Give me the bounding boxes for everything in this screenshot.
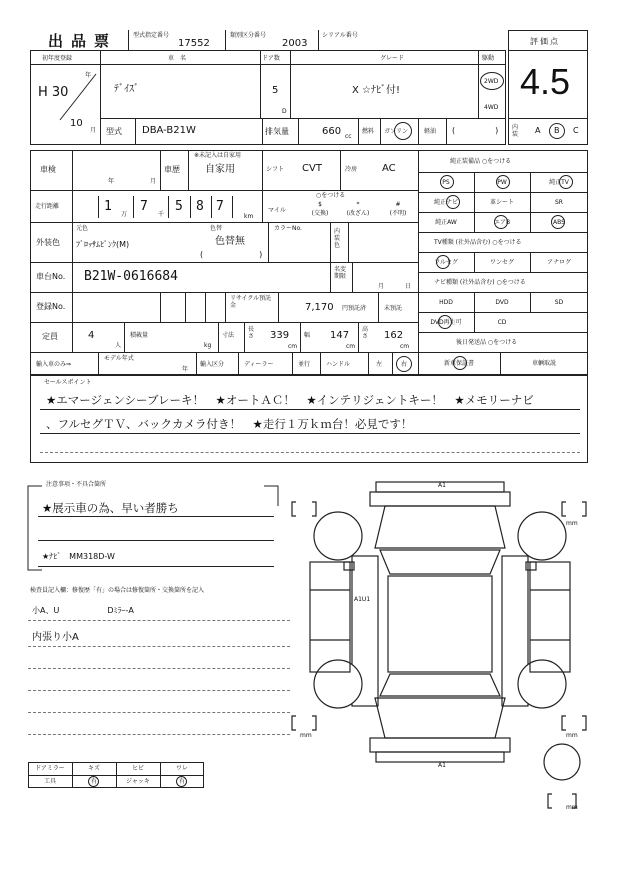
door-type: D <box>282 108 287 115</box>
navi-dvd-play: DVD再生可 <box>430 319 462 326</box>
fuel-label: 燃料 <box>362 128 375 135</box>
interior-c: C <box>573 126 579 135</box>
sales-line-1: ★エマージェンシーブレーキ！ ★オートＡＣ！ ★インテリジェントキー！ ★メモリーナビ <box>46 393 534 407</box>
navi-cd: CD <box>497 319 507 326</box>
legend-h3: ヒビ <box>131 765 144 772</box>
legend-h2: キズ <box>88 765 100 772</box>
width: 147 <box>330 330 350 341</box>
notes-line-1: ★展示車の為、早い者勝ち <box>42 501 179 515</box>
legend-r4: 有 <box>178 778 185 785</box>
mileage-digit-2: 7 <box>140 199 148 214</box>
rating-value: 4.5 <box>520 61 571 102</box>
mm-spare: mm <box>566 804 578 811</box>
recycle-unit: 円預託済 <box>342 305 367 312</box>
exchange-txt: (交換) <box>311 210 329 217</box>
navi-hdd: HDD <box>439 299 453 306</box>
model-year-label: モデル年式 <box>104 355 134 362</box>
handle-label: ハンドル <box>326 361 351 368</box>
mileage-sen: 千 <box>158 211 165 218</box>
dims-label: 寸法 <box>222 332 235 339</box>
doors: 5 <box>272 85 279 96</box>
notes-label: 注意事項・不具合箇所 <box>46 481 107 488</box>
drive-label: 駆動 <box>482 55 495 62</box>
tv-fullseg-circle <box>436 255 450 269</box>
car-damage-diagram <box>290 470 590 810</box>
notes-line-2: ★ﾅﾋﾞ MM318D-W <box>42 552 115 561</box>
mileage-man: 万 <box>121 211 128 218</box>
form-title: 出品票 <box>48 32 118 50</box>
inspection-month: 月 <box>150 178 157 185</box>
navi-label: ナビ種類 (社外品含む) ○をつける <box>434 279 526 286</box>
mileage-km: km <box>244 213 254 220</box>
format-no: 17552 <box>178 38 210 49</box>
sales-line-2: 、フルセグＴＶ、バックカメラ付き！ ★走行１万ｋｍ台！必見です！ <box>46 417 413 431</box>
drive-4wd: 4WD <box>484 104 499 111</box>
legend-r2-circle <box>88 776 99 787</box>
grade: X ☆ﾅﾋﾞ付! <box>352 85 401 96</box>
tv-analog: アナログ <box>546 259 571 266</box>
handle-right: 右 <box>401 361 408 368</box>
roof-damage-mark: A1U1 <box>354 596 371 603</box>
inspection-year: 年 <box>108 178 115 185</box>
color-label: 外装色 <box>36 238 60 247</box>
model-label: 型式 <box>106 127 122 136</box>
mile-label: マイル <box>268 207 286 214</box>
length: 339 <box>270 330 290 341</box>
later-warranty-circle <box>453 356 467 370</box>
navi-dvd-play-circle <box>438 315 452 329</box>
width-label: 幅 <box>304 332 311 339</box>
handle-right-circle <box>396 356 412 372</box>
legend-r1: 工具 <box>43 778 56 785</box>
paint-bracket: ( ) <box>200 250 263 259</box>
legend-r4-circle <box>176 776 187 787</box>
first-reg-label: 初年度登録 <box>42 55 73 62</box>
history-note: ※未記入は自家用 <box>194 152 242 159</box>
unknown-sym: # <box>395 201 401 208</box>
equip-pw-circle <box>496 175 510 189</box>
mm-rear-left: mm <box>300 732 312 739</box>
equip-leather: 革シート <box>489 199 514 206</box>
car-name: ﾃﾞｲｽﾞ <box>114 84 139 95</box>
first-reg-month: 10 <box>70 118 83 129</box>
legend-r3: ジャッキ <box>126 778 150 785</box>
exchange-sym: $ <box>318 201 322 208</box>
shift-label: シフト <box>266 166 285 173</box>
rear-damage-mark: A1 <box>438 762 446 769</box>
legend-h4: ワレ <box>175 765 188 772</box>
dealer: ディーラー <box>244 361 274 368</box>
rear-panel <box>370 738 510 752</box>
grade-label: グレード <box>380 55 405 62</box>
interior-b: B <box>554 126 560 135</box>
recycle-label: リサイクル預託金 <box>230 295 272 309</box>
equip-ps: PS <box>442 179 450 186</box>
parallel: 並行 <box>298 361 311 368</box>
color: ﾌﾞﾛｯｻﾑﾋﾟﾝｸ(M) <box>76 240 130 249</box>
mileage-digit-3: 5 <box>175 199 183 214</box>
drive-2wd: 2WD <box>484 78 499 85</box>
nc-day: 日 <box>405 283 412 290</box>
displacement: 660 <box>322 126 342 137</box>
height-label: 高さ <box>362 326 369 340</box>
legend-r2: 有 <box>90 778 97 785</box>
altered-sym: * <box>356 201 360 208</box>
chassis-label: 車台No. <box>36 272 66 281</box>
tv-oneseg: ワンセグ <box>489 259 514 266</box>
rating-label: 評価点 <box>530 37 560 46</box>
format-no-label: 型式指定番号 <box>133 32 170 39</box>
color-no-label: カラーNo. <box>274 225 302 232</box>
history: 自家用 <box>205 164 235 175</box>
car-name-label: 車 名 <box>168 55 187 62</box>
interior-color-label: 内装色 <box>334 228 341 249</box>
doors-label: ドア数 <box>262 55 280 62</box>
cc-unit: cc <box>345 133 352 140</box>
month-suffix: 月 <box>90 127 97 134</box>
tv-label: TV種類 (社外品含む) ○をつける <box>434 239 522 246</box>
chassis: B21W-0616684 <box>84 269 178 284</box>
inspection-line-2: 内張り小A <box>32 632 79 643</box>
equip-navi-circle <box>446 195 460 209</box>
load-label: 積載量 <box>130 332 149 339</box>
inspection-label: 車検 <box>40 165 56 174</box>
name-change-label: 名変期限 <box>334 266 347 280</box>
date-slash <box>58 72 98 122</box>
equip-aw: 純正AW <box>435 219 457 226</box>
mileage-digit-5: 7 <box>216 199 224 214</box>
import-cat-label: 輸入区分 <box>200 361 225 368</box>
mark-label: ○をつける <box>316 192 346 199</box>
inspection-line-1: 小A、U Dﾐﾗｰ-A <box>32 606 134 615</box>
equip-airbag-circle <box>494 215 508 229</box>
equip-pw: PW <box>497 179 507 186</box>
fuel-other-bracket: ( ) <box>452 126 499 135</box>
paint-label: 色替 <box>210 225 223 232</box>
height: 162 <box>384 330 404 341</box>
trunk <box>375 698 505 738</box>
equip-abs-circle <box>551 215 565 229</box>
width-cm: cm <box>346 343 356 350</box>
roof <box>388 576 492 672</box>
altered-txt: (改ざん) <box>346 210 370 217</box>
length-cm: cm <box>288 343 298 350</box>
load-unit: kg <box>204 342 212 349</box>
interior-label: 内装 <box>512 124 519 138</box>
nc-month: 月 <box>378 283 385 290</box>
equip-navi: 純正ナビ <box>433 199 458 206</box>
displacement-label: 排気量 <box>265 127 289 136</box>
later-label: 後日発送品 ○をつける <box>456 339 518 346</box>
height-cm: cm <box>400 343 410 350</box>
model-year-unit: 年 <box>182 366 189 373</box>
hood <box>375 506 505 548</box>
front-panel <box>370 492 510 506</box>
navi-sd: SD <box>554 299 564 306</box>
legend-h1: ドアミラー <box>35 765 65 772</box>
later-manual: 車輌取説 <box>531 360 556 367</box>
orig-color-label: 元色 <box>76 225 89 232</box>
ac: AC <box>382 163 396 174</box>
tv-fullseg: フルセグ <box>434 259 458 266</box>
unknown-txt: (不明) <box>389 210 407 217</box>
mm-rear-right: mm <box>566 732 578 739</box>
model: DBA-B21W <box>142 125 196 136</box>
category-no: 2003 <box>282 38 308 49</box>
mm-front-right: mm <box>566 520 578 527</box>
equip-abs: ABS <box>553 219 565 226</box>
fuel-gas-circle <box>394 122 412 140</box>
front-damage-mark: A1 <box>438 482 446 489</box>
equip-label: 純正装備品 ○をつける <box>450 158 512 165</box>
mileage-digit-1: 1 <box>104 199 112 214</box>
sales-label: セールスポイント <box>44 379 92 386</box>
length-label: 長さ <box>248 326 255 340</box>
ac-label: 冷房 <box>345 166 358 173</box>
serial-label: シリアル番号 <box>322 32 358 39</box>
navi-dvd: DVD <box>495 299 509 306</box>
equip-sr: SR <box>555 199 563 206</box>
capacity: 4 <box>88 330 95 341</box>
handle-left: 左 <box>376 361 383 368</box>
rear-bumper <box>376 752 504 762</box>
capacity-label: 定員 <box>42 332 58 341</box>
fuel-light: 軽油 <box>424 128 437 135</box>
equip-airbag: エアB <box>493 219 511 226</box>
history-label: 車歴 <box>164 165 180 174</box>
equip-tv: 純正TV <box>549 179 569 186</box>
regno-label: 登録No. <box>36 302 66 311</box>
drive-2wd-circle <box>480 72 504 90</box>
category-no-label: 類別区分番号 <box>230 32 267 39</box>
paint: 色替無 <box>215 236 245 247</box>
capacity-unit: 人 <box>115 342 122 349</box>
first-reg-era: H 30 <box>38 85 69 100</box>
interior-b-circle <box>549 123 565 139</box>
shift: CVT <box>302 163 322 174</box>
year-suffix: 年 <box>85 72 92 79</box>
fuel-gas: ガソリン <box>384 128 409 135</box>
interior-a: A <box>535 126 541 135</box>
mileage-label: 走行距離 <box>35 203 60 210</box>
recycle: 7,170 <box>305 302 334 313</box>
later-warranty: 新車保証書 <box>443 360 474 367</box>
mileage-digit-4: 8 <box>196 199 204 214</box>
recycle-unpaid: 未預託 <box>384 305 403 312</box>
equip-tv-circle <box>559 175 573 189</box>
import-label: 輸入車のみ⇒ <box>36 361 72 368</box>
inspection-note-label: 検査員記入欄：修復歴「有」の場合は修復箇所・交換箇所を記入 <box>30 587 205 594</box>
equip-ps-circle <box>440 175 454 189</box>
